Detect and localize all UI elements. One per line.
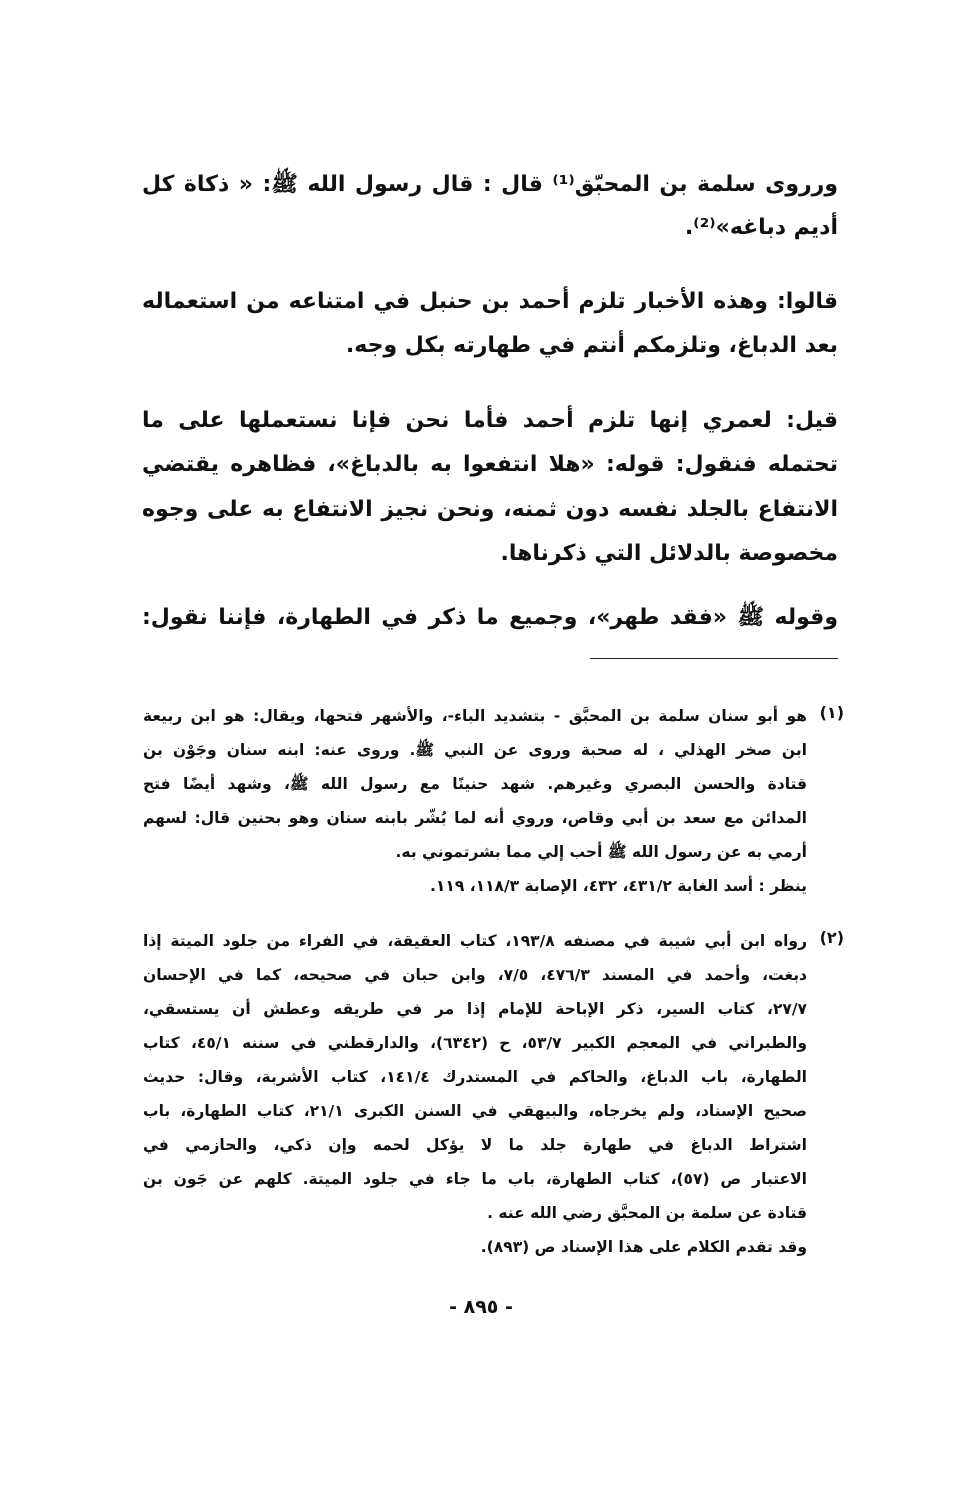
main-line: ورروى سلمة بن المحبّق⁽¹⁾ قال : قال رسول الله ﷺ: « ذكاة كل (142, 172, 839, 197)
main-line: أديم دباغه»⁽²⁾. (684, 215, 838, 240)
footnote-line: ابن صخر الهذلي ، له صحبة وروى عن النبي ﷺ. وروى عنه: ابنه سنان وجَوْن بن (143, 741, 807, 759)
lead-word: قيل: (786, 408, 838, 433)
main-line (142, 601, 838, 635)
main-line (142, 404, 838, 438)
main-line: تحتمله فنقول: قوله: «هلا انتفعوا به بالدباغ»، فظاهره يقتضي (142, 452, 838, 477)
main-line: مخصوصة بالدلائل التي ذكرناها. (500, 541, 838, 566)
line-text: لعمري إنها تلزم أحمد فأما نحن فإنا نستعملها على ما (142, 408, 787, 433)
footnote-line: رواه ابن أبي شيبة في مصنفه ١٩٣/٨، كتاب العقيقة، في الفراء من جلود الميتة إذا (143, 932, 807, 950)
footnote-line: قتادة والحسن البصري وغيرهم. شهد حنينًا مع رسول الله ﷺ، وشهد أيضًا فتح (143, 775, 807, 793)
footnote-line: ٢٧/٧، كتاب السير، ذكر الإباحة للإمام إذا مر في طريقه وعطش أن يستسقي، (143, 1000, 807, 1018)
main-line (142, 285, 838, 319)
footnote-line: دبغت، وأحمد في المسند ٤٧٦/٣، ٧/٥، وابن حبان في صحيحه، كما في الإحسان (143, 966, 807, 984)
footnote-number: (١) (819, 703, 844, 722)
footnote-line: الاعتبار ص (٥٧)، كتاب الطهارة، باب ما جاء في جلود الميتة. كلهم عن جَون بن (143, 1170, 807, 1188)
line-text: وهذه الأخبار تلزم أحمد بن حنبل في امتناعه من استعماله (142, 289, 777, 314)
main-line: بعد الدباغ، وتلزمكم أنتم في طهارته بكل وجه. (345, 333, 838, 358)
footnote-line: اشتراط الدباغ في طهارة جلد ما لا يؤكل لحمه وإن ذكي، والحازمي في (143, 1136, 807, 1154)
page-number: - ٨٩٥ - (449, 1296, 513, 1318)
footnote-line: ينظر : أسد الغابة ٤٣١/٢، ٤٣٢، الإصابة ١١٨/٣، ١١٩. (430, 877, 807, 895)
footnote-separator (590, 658, 838, 659)
footnote-line: الطهارة، باب الدباغ، والحاكم في المستدرك ١٤١/٤، كتاب الأشربة، وقال: حديث (143, 1068, 807, 1086)
main-line: الانتفاع بالجلد نفسه دون ثمنه، ونحن نجيز الانتفاع به على وجوه (142, 497, 838, 522)
lead-word: وقوله (774, 605, 838, 630)
footnote-line: أرمي به عن رسول الله ﷺ أحب إلي مما بشرتموني به. (395, 843, 807, 861)
footnote-line: قتادة عن سلمة بن المحبَّق رضي الله عنه . (487, 1204, 807, 1222)
lead-word: قالوا: (776, 289, 838, 314)
footnote-line: والطبراني في المعجم الكبير ٥٣/٧، ح (٦٣٤٢)، والدارقطني في سننه ٤٥/١، كتاب (143, 1034, 808, 1052)
footnote-line: صحيح الإسناد، ولم يخرجاه، والبيهقي في السنن الكبرى ٢١/١، كتاب الطهارة، باب (143, 1102, 807, 1120)
footnote-number: (٢) (819, 928, 844, 947)
line-text: ﷺ «فقد طهر»، وجميع ما ذكر في الطهارة، فإننا نقول: (142, 605, 775, 630)
footnote-line: المدائن مع سعد بن أبي وقاص، وروي أنه لما بُشّر بابنه سنان وهو بحنين قال: لسهم (143, 809, 807, 827)
footnote-line: وقد تقدم الكلام على هذا الإسناد ص (٨٩٣). (480, 1238, 807, 1256)
footnote-line: هو أبو سنان سلمة بن المحبَّق - بتشديد الباء-، والأشهر فتحها، ويقال: هو ابن ربيعة (143, 707, 807, 725)
